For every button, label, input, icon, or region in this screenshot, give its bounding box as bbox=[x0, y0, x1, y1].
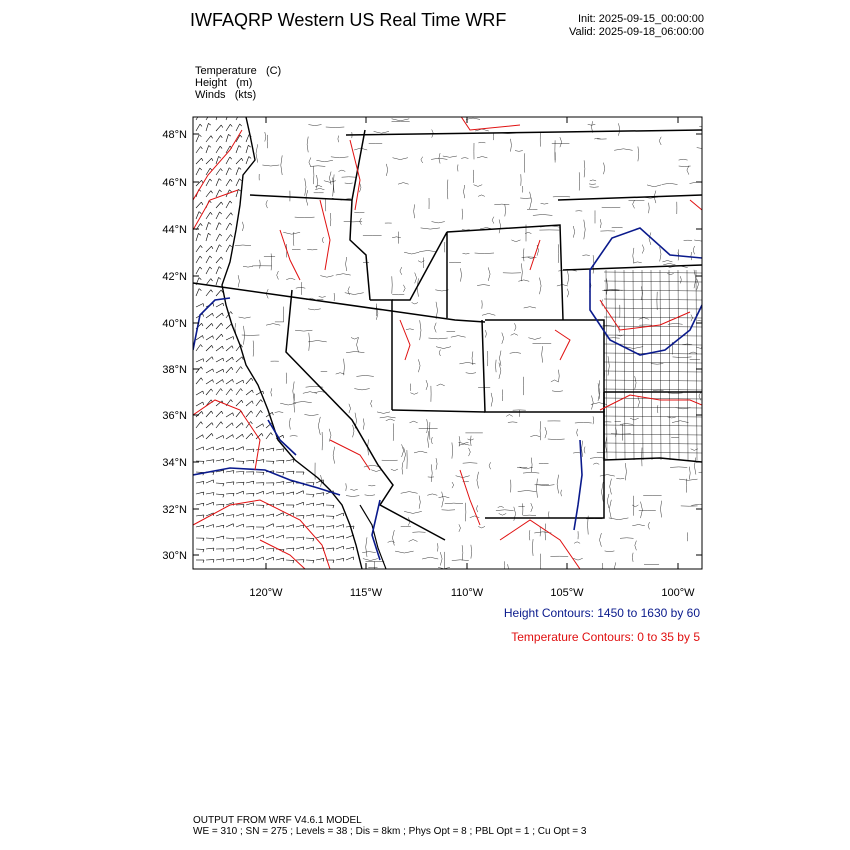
lon-label: 105°W bbox=[550, 587, 584, 599]
model-info bbox=[193, 815, 586, 837]
lat-label: 34°N bbox=[162, 457, 187, 469]
height-contour-legend: Height Contours: 1450 to 1630 by 60 bbox=[503, 606, 700, 620]
lon-label: 115°W bbox=[349, 587, 383, 599]
lat-label: 38°N bbox=[162, 364, 187, 376]
variable-height: Height (m) bbox=[195, 77, 253, 89]
lon-label: 110°W bbox=[450, 587, 484, 599]
county-boundaries bbox=[235, 118, 718, 578]
plot-title: IWFAQRP Western US Real Time WRF bbox=[190, 10, 507, 30]
lat-label: 46°N bbox=[162, 177, 187, 189]
temperature-contour-legend: Temperature Contours: 0 to 35 by 5 bbox=[511, 630, 700, 644]
lat-label: 44°N bbox=[162, 224, 187, 236]
map-content bbox=[193, 112, 718, 578]
lon-label: 120°W bbox=[249, 587, 283, 599]
variable-temperature: Temperature (C) bbox=[195, 65, 282, 77]
lat-label: 40°N bbox=[162, 318, 187, 330]
model-output-line: OUTPUT FROM WRF V4.6.1 MODEL bbox=[193, 815, 362, 826]
init-time: Init: 2025-09-15_00:00:00 bbox=[578, 13, 704, 25]
lat-label: 42°N bbox=[162, 271, 187, 283]
lat-label: 48°N bbox=[162, 129, 187, 141]
lat-label: 30°N bbox=[162, 550, 187, 562]
model-config-line: WE = 310 ; SN = 275 ; Levels = 38 ; Dis = 8km ; Phys Opt = 8 ; PBL Opt = 1 ; Cu Opt = 3 bbox=[193, 826, 587, 837]
variable-winds: Winds (kts) bbox=[195, 89, 257, 101]
coastline bbox=[222, 117, 362, 569]
lat-label: 36°N bbox=[162, 410, 187, 422]
valid-time: Valid: 2025-09-18_06:00:00 bbox=[569, 26, 704, 38]
wind-barbs bbox=[196, 112, 354, 563]
lon-label: 100°W bbox=[661, 587, 695, 599]
lat-label: 32°N bbox=[162, 504, 187, 516]
